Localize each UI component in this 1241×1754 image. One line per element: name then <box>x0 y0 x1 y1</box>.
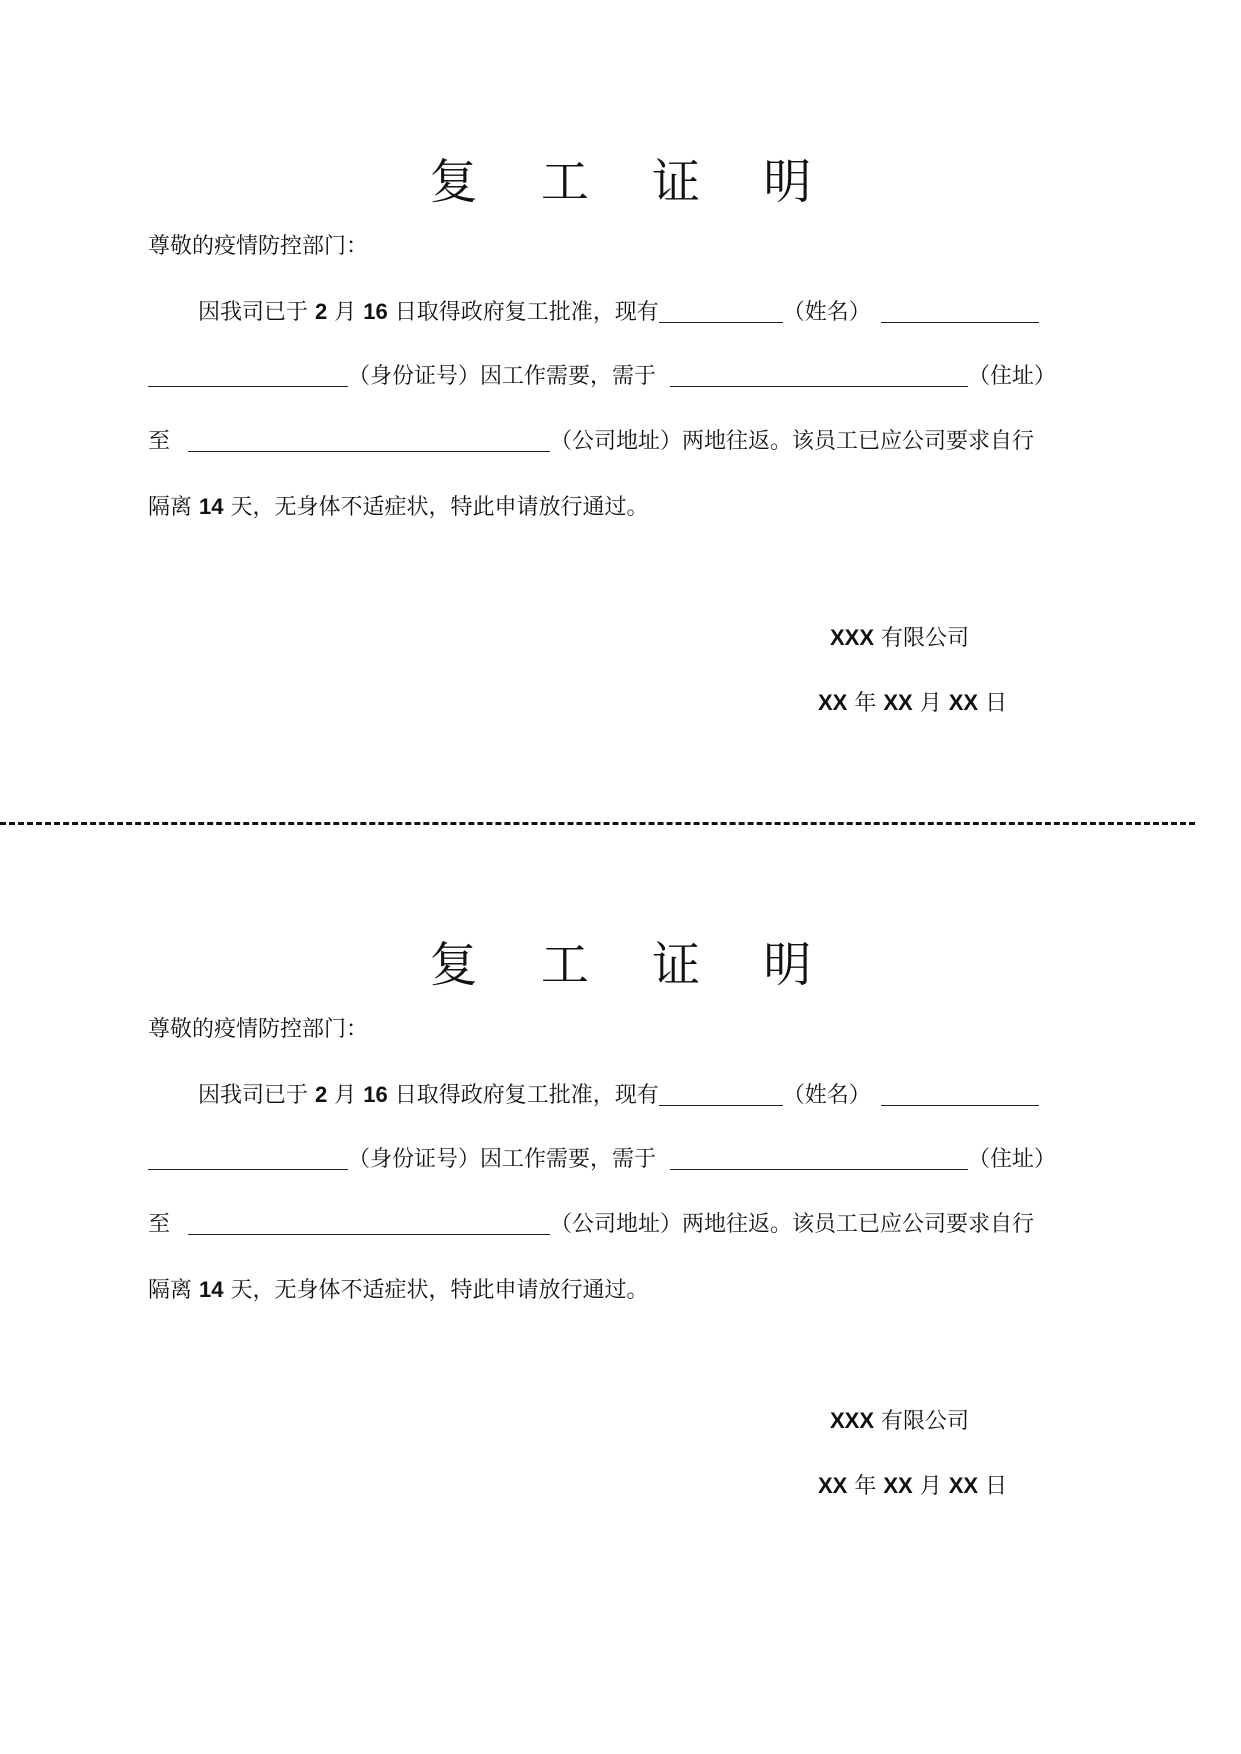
text: 日取得政府复工批准，现有 <box>394 1083 659 1108</box>
body-line-2 <box>148 1145 1056 1175</box>
home-address-blank[interactable] <box>670 362 968 387</box>
date-year: XX <box>818 1473 848 1498</box>
id-label: （身份证号）因工作需要，需于 <box>348 1147 657 1172</box>
text: 因我司已于 <box>198 300 309 325</box>
body-line-4 <box>148 492 649 523</box>
certificate-top <box>0 0 1241 780</box>
date-month: XX <box>883 1473 913 1498</box>
address-label: （住址） <box>968 1147 1057 1172</box>
company-code: XXX <box>830 1408 875 1433</box>
approval-month: 2 <box>315 1082 328 1107</box>
date-day: XX <box>948 1473 979 1498</box>
salutation: 尊敬的疫情防控部门： <box>148 1017 369 1042</box>
approval-day: 16 <box>363 1082 388 1107</box>
name-blank[interactable] <box>659 298 783 323</box>
id-label: （身份证号）因工作需要，需于 <box>348 364 657 389</box>
day-label: 日 <box>985 1474 1008 1499</box>
approval-month: 2 <box>315 299 328 324</box>
month-label: 月 <box>919 1474 942 1499</box>
body-line-2 <box>148 362 1056 392</box>
name-label: （姓名） <box>782 1083 871 1108</box>
name-blank[interactable] <box>659 1081 783 1106</box>
isolation-days: 14 <box>199 494 224 519</box>
company-address-label: （公司地址）两地往返。该员工已应公司要求自行 <box>550 429 1035 454</box>
text: 至 <box>148 429 171 454</box>
approval-day: 16 <box>363 299 388 324</box>
month-label: 月 <box>919 691 942 716</box>
text: 日取得政府复工批准，现有 <box>394 300 659 325</box>
certificate-title: 复 工 证 明 <box>429 154 836 210</box>
id-number-blank-part2[interactable] <box>148 1145 348 1170</box>
text: 因我司已于 <box>198 1083 309 1108</box>
home-address-blank[interactable] <box>670 1145 968 1170</box>
body-line-3 <box>148 1210 1034 1240</box>
certificate-title: 复 工 证 明 <box>429 937 836 993</box>
isolation-days: 14 <box>199 1277 224 1302</box>
company-suffix: 有限公司 <box>881 626 970 651</box>
body-line-1 <box>198 1080 1039 1111</box>
day-label: 日 <box>985 691 1008 716</box>
body-line-3 <box>148 427 1034 457</box>
text: 隔离 <box>148 495 193 520</box>
company-suffix: 有限公司 <box>881 1409 970 1434</box>
body-line-4 <box>148 1275 649 1306</box>
id-number-blank-part1[interactable] <box>881 1081 1039 1106</box>
text: 月 <box>334 300 357 325</box>
date-day: XX <box>948 690 979 715</box>
text: 天，无身体不适症状，特此申请放行通过。 <box>230 495 649 520</box>
signature-date <box>818 1471 1007 1502</box>
certificate-bottom <box>0 783 1241 1563</box>
company-name <box>830 1406 969 1437</box>
date-year: XX <box>818 690 848 715</box>
address-label: （住址） <box>968 364 1057 389</box>
company-name <box>830 623 969 654</box>
name-label: （姓名） <box>782 300 871 325</box>
company-code: XXX <box>830 625 875 650</box>
id-number-blank-part2[interactable] <box>148 362 348 387</box>
company-address-label: （公司地址）两地往返。该员工已应公司要求自行 <box>550 1212 1035 1237</box>
text: 隔离 <box>148 1278 193 1303</box>
company-address-blank[interactable] <box>188 427 550 452</box>
salutation: 尊敬的疫情防控部门： <box>148 234 369 259</box>
company-address-blank[interactable] <box>188 1210 550 1235</box>
text: 至 <box>148 1212 171 1237</box>
signature-date <box>818 688 1007 719</box>
body-line-1 <box>198 297 1039 328</box>
text: 天，无身体不适症状，特此申请放行通过。 <box>230 1278 649 1303</box>
year-label: 年 <box>854 691 877 716</box>
year-label: 年 <box>854 1474 877 1499</box>
date-month: XX <box>883 690 913 715</box>
text: 月 <box>334 1083 357 1108</box>
id-number-blank-part1[interactable] <box>881 298 1039 323</box>
